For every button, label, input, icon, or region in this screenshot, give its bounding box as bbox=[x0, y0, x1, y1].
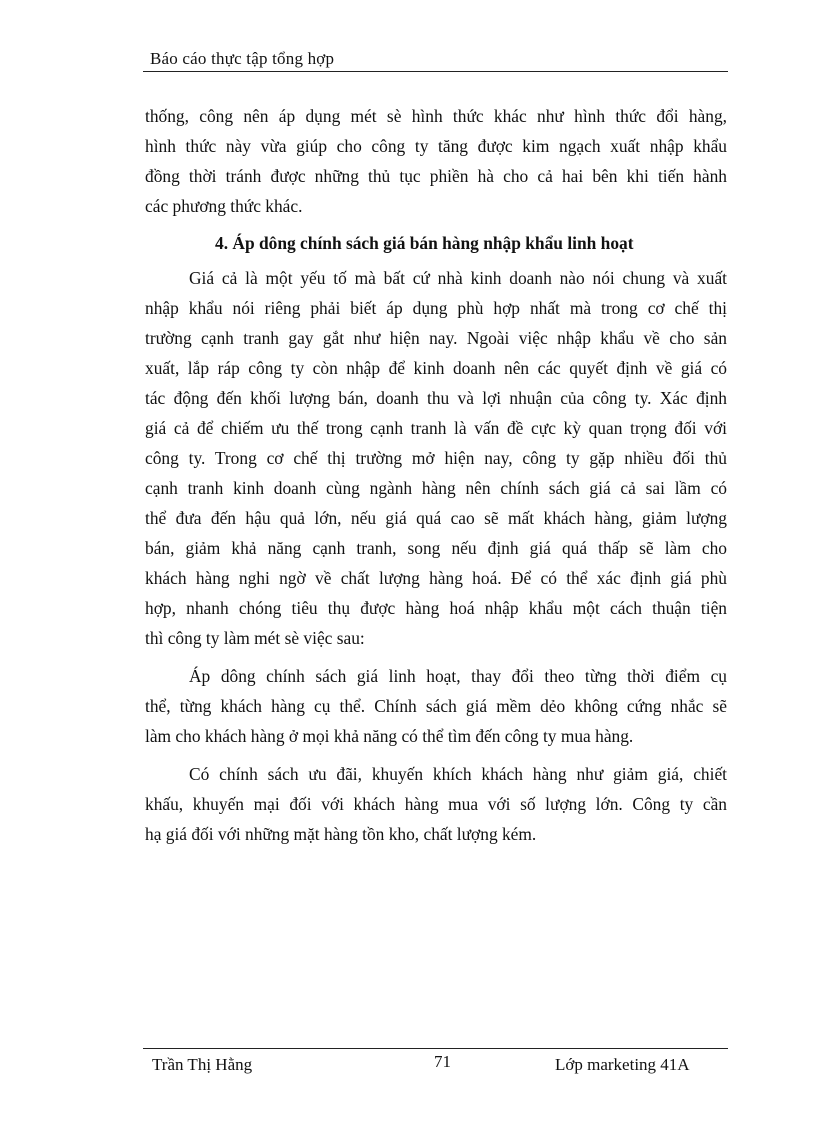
paragraph-line: khách hàng nghi ngờ về chất lượng hàng hoá. Để có thể xác định giá phù bbox=[145, 568, 727, 588]
header-divider bbox=[143, 71, 728, 72]
paragraph-line: trường cạnh tranh gay gắt như hiện nay. Ngoài việc nhập khẩu về cho sản bbox=[145, 328, 727, 348]
paragraph-line: hợp, nhanh chóng tiêu thụ được hàng hoá nhập khẩu một cách thuận tiện bbox=[145, 598, 727, 618]
page-header-title: Báo cáo thực tập tổng hợp bbox=[150, 49, 335, 68]
paragraph-line: bán, giảm khả năng cạnh tranh, song nếu định giá quá thấp sẽ làm cho bbox=[145, 538, 727, 558]
paragraph-line: đồng thời tránh được những thủ tục phiền hà cho cả hai bên khi tiến hành bbox=[145, 166, 727, 186]
paragraph-line: các phương thức khác. bbox=[145, 196, 303, 216]
paragraph-line: nhập khẩu nói riêng phải biết áp dụng phù hợp nhất mà trong cơ chế thị bbox=[145, 298, 727, 318]
paragraph-line: khấu, khuyến mại đối với khách hàng mua với số lượng lớn. Công ty cần bbox=[145, 794, 727, 814]
paragraph-line: Có chính sách ưu đãi, khuyến khích khách hàng như giảm giá, chiết bbox=[189, 764, 727, 784]
footer-class-name: Lớp marketing 41A bbox=[555, 1055, 690, 1074]
paragraph-line: hạ giá đối với những mặt hàng tồn kho, chất lượng kém. bbox=[145, 824, 537, 844]
paragraph-line: Giá cả là một yếu tố mà bất cứ nhà kinh doanh nào nói chung và xuất bbox=[189, 268, 727, 288]
footer-author: Trần Thị Hằng bbox=[152, 1055, 253, 1074]
paragraph-line: tác động đến khối lượng bán, doanh thu và lợi nhuận của công ty. Xác định bbox=[145, 388, 727, 408]
section-heading: 4. Áp dông chính sách giá bán hàng nhập khẩu linh hoạt bbox=[215, 233, 634, 253]
paragraph-line: cạnh tranh kinh doanh cùng ngành hàng nên chính sách giá cả sai lầm có bbox=[145, 478, 727, 498]
paragraph-line: Áp dông chính sách giá linh hoạt, thay đổi theo từng thời điểm cụ bbox=[189, 666, 727, 686]
paragraph-line: làm cho khách hàng ở mọi khả năng có thể tìm đến công ty mua hàng. bbox=[145, 726, 634, 746]
paragraph-line: hình thức này vừa giúp cho công ty tăng được kim ngạch xuất nhập khẩu bbox=[145, 136, 727, 156]
paragraph-line: công ty. Trong cơ chế thị trường mở hiện nay, công ty gặp nhiều đối thủ bbox=[145, 448, 727, 468]
document-body bbox=[145, 101, 727, 849]
paragraph-line: xuất, lắp ráp công ty còn nhập để kinh doanh nên các quyết định về giá có bbox=[145, 358, 727, 378]
footer-page-number: 71 bbox=[434, 1052, 451, 1071]
paragraph-line: thể, từng khách hàng cụ thể. Chính sách giá mềm dẻo không cứng nhắc sẽ bbox=[145, 696, 727, 716]
paragraph-line: thống, công nên áp dụng mét sè hình thức khác như hình thức đổi hàng, bbox=[145, 106, 727, 126]
paragraph-line: thì công ty làm mét sè việc sau: bbox=[145, 628, 365, 648]
footer-divider bbox=[143, 1048, 728, 1049]
paragraph-line: giá cả để chiếm ưu thế trong cạnh tranh là vấn đề cực kỳ quan trọng đối với bbox=[145, 418, 727, 438]
paragraph-line: thể đưa đến hậu quả lớn, nếu giá quá cao sẽ mất khách hàng, giảm lượng bbox=[145, 508, 727, 528]
